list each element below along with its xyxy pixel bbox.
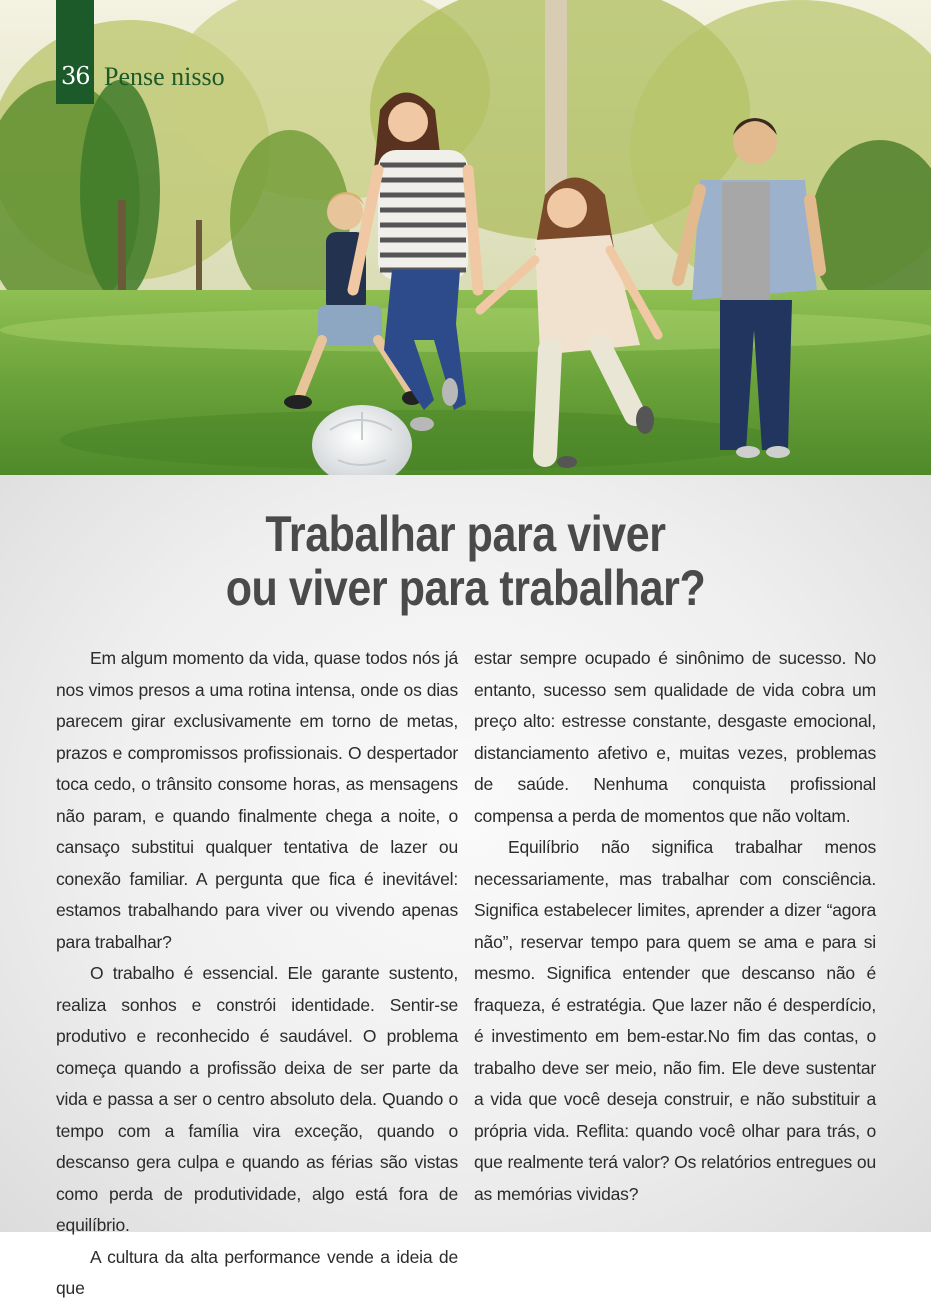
article-title: [65, 507, 866, 615]
paragraph: A cultura da alta performance vende a ideia de que: [56, 1246, 458, 1298]
article-title-line-1: Trabalhar para viver: [265, 506, 666, 562]
paragraph: O trabalho é essencial. Ele garante sustento, realiza sonhos e constrói identidade. Sentir-se produtivo e reconhecido é saudável. O problema começa quando a profissão deixa de ser parte da vida e passa a ser o centro absoluto dela. Quando o tempo com a família vira exceção, quando o descanso gera culpa e quando as férias são vistas como perda de produtividade, algo está fora de equilíbrio.: [56, 963, 458, 1235]
section-label: Pense nisso: [104, 62, 225, 91]
paragraph: estar sempre ocupado é sinônimo de sucesso. No entanto, sucesso sem qualidade de vida cobra um preço alto: estresse constante, desgaste emocional, distanciamento afetivo e, muitas vezes, problemas de saúde. Nenhuma conquista profissional compensa a perda de momentos que não voltam.: [474, 648, 876, 826]
right-column: [474, 643, 876, 1210]
page-number: 36: [61, 62, 90, 90]
left-column: [56, 643, 458, 1305]
hero-photo: [0, 0, 931, 475]
article: [0, 475, 931, 1298]
paragraph: Em algum momento da vida, quase todos nós já nos vimos presos a uma rotina intensa, onde os dias parecem girar exclusivamente em torno de metas, prazos e compromissos profissionais. O despertador toca cedo, o trânsito consome horas, as mensagens não param, e quando finalmente chega a noite, o cansaço substitui qualquer tentativa de lazer ou conexão familiar. A pergunta que fica é inevitável: estamos trabalhando para viver ou vivendo apenas para trabalhar?: [56, 648, 458, 952]
paragraph: Equilíbrio não significa trabalhar menos necessariamente, mas trabalhar com consciência. Significa estabelecer limites, aprender a dizer “agora não”, reservar tempo para quem se ama e para si mesmo. Significa entender que descanso não é fraqueza, é estratégia. Que lazer não é desperdício, é investimento em bem-estar.No fim das contas, o trabalho deve ser meio, não fim. Ele deve sustentar a vida que você deseja construir, e não substituir a própria vida. Reflita: quando você olhar para trás, o que realmente terá valor? Os relatórios entregues ou as memórias vividas?: [474, 837, 876, 1204]
article-title-line-2: ou viver para trabalhar?: [225, 560, 706, 616]
